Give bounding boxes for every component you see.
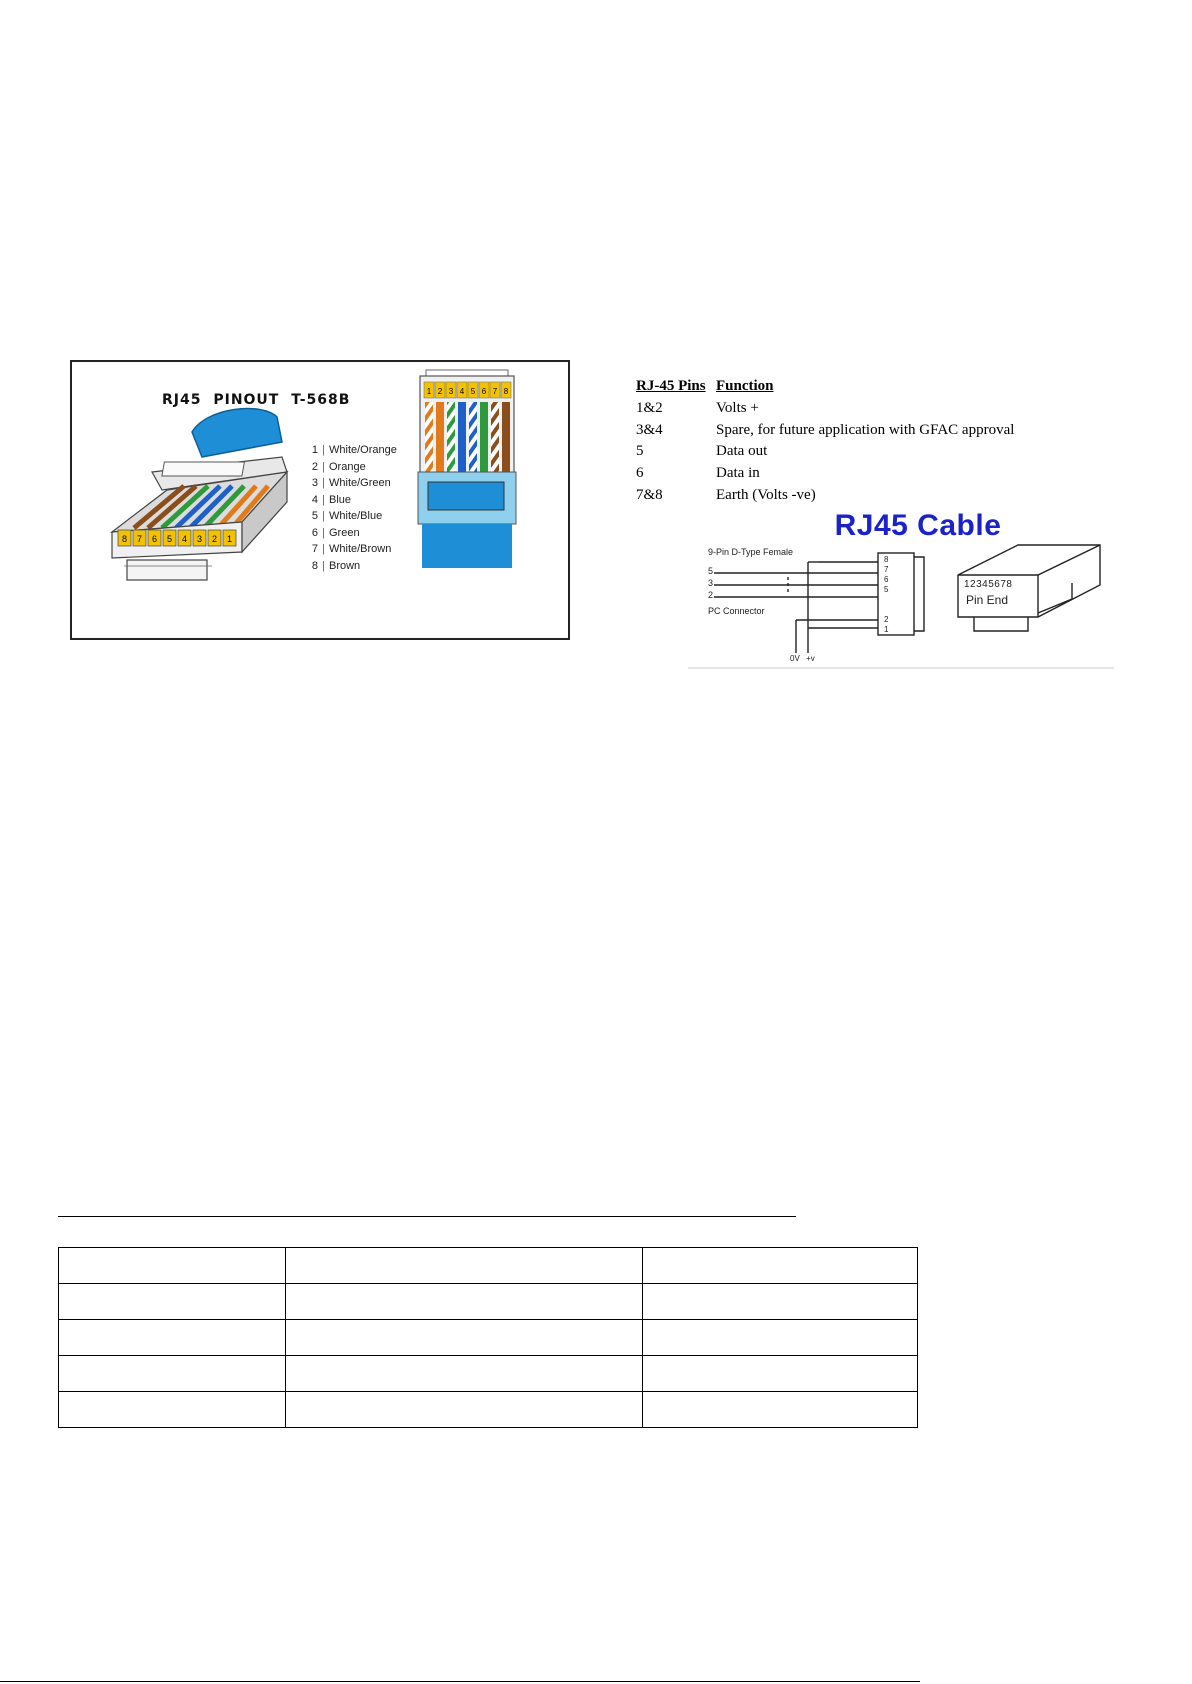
cable-wiring-schematic — [688, 505, 1114, 669]
pin-end-label: Pin End — [966, 593, 1009, 607]
cable-diagram-title: RJ45 Cable — [834, 509, 1002, 542]
connector-pin-label: 3 — [196, 534, 203, 544]
plug-wire — [480, 402, 488, 474]
rj45-pin-numbers — [884, 555, 888, 635]
pin-wire-color: White/Green — [329, 477, 391, 489]
function-column-header: Function — [716, 378, 774, 394]
pin-number: 6 — [311, 526, 318, 539]
pin-function-table — [636, 376, 1036, 507]
function-cell: Data in — [716, 465, 760, 482]
plug-pin-label: 8 — [503, 387, 509, 396]
plug-wire — [502, 402, 510, 474]
connector-pin-label: 5 — [166, 534, 173, 544]
table-row — [59, 1248, 918, 1284]
dtype-pin-numbers — [708, 565, 713, 601]
pin-separator: | — [322, 477, 325, 489]
power-labels — [790, 654, 815, 663]
dtype-pin-number: 5 — [708, 566, 714, 576]
table-cell[interactable] — [643, 1248, 918, 1284]
pin-pair-cell: 7&8 — [636, 486, 663, 503]
table-cell[interactable] — [285, 1320, 643, 1356]
plug-wire — [447, 402, 455, 474]
plug-top-view — [418, 370, 516, 568]
dtype-pin-number: 3 — [708, 578, 714, 588]
table-cell[interactable] — [643, 1356, 918, 1392]
plug-pin-label: 4 — [459, 387, 465, 396]
connector-pin-label: 6 — [151, 534, 158, 544]
table-cell[interactable] — [285, 1392, 643, 1428]
table-row — [59, 1284, 918, 1320]
function-cell: Volts + — [716, 399, 759, 416]
pin-number: 1 — [311, 444, 318, 456]
pinout-title: RJ45 PINOUT T-568B — [162, 392, 351, 408]
table-cell[interactable] — [59, 1320, 286, 1356]
plug-pin-label: 1 — [426, 387, 432, 396]
pin-wire-color: White/Orange — [329, 444, 397, 456]
plug-pin-label: 5 — [470, 387, 476, 396]
pin-pair-cell: 5 — [636, 443, 644, 460]
pin-pair-cell: 3&4 — [636, 421, 663, 438]
function-cell: Data out — [716, 443, 768, 460]
pin-separator: | — [322, 559, 325, 572]
pin-list-item — [308, 558, 397, 575]
pin-separator: | — [322, 493, 325, 506]
pin-list-item — [308, 525, 397, 542]
table-cell[interactable] — [643, 1284, 918, 1320]
table-cell[interactable] — [285, 1284, 643, 1320]
pc-connector-label: PC Connector — [708, 606, 765, 616]
pin-number: 5 — [311, 510, 318, 522]
connector-pin-label: 1 — [226, 534, 233, 544]
connector-pin-label: 8 — [121, 534, 128, 544]
rj45-cable-diagram — [688, 505, 1114, 669]
pin-separator: | — [322, 460, 325, 473]
pin-list-item — [308, 508, 397, 525]
page-footer-line — [0, 1681, 920, 1682]
pin-list-item — [308, 492, 397, 509]
rj45-pin-number: 5 — [884, 585, 889, 594]
pin-list-item — [308, 442, 397, 459]
plug-wire — [458, 402, 466, 474]
pin-separator: | — [322, 543, 325, 555]
rj45-pin-number: 6 — [884, 575, 889, 584]
pin-number: 4 — [311, 493, 318, 506]
table-row — [59, 1392, 918, 1428]
table-cell[interactable] — [59, 1248, 286, 1284]
pin-number: 3 — [311, 477, 318, 489]
pin-separator: | — [322, 510, 325, 522]
function-cell: Spare, for future application with GFAC approval — [716, 421, 1015, 438]
pin-number: 2 — [311, 460, 318, 473]
pin-pair-cell: 1&2 — [636, 399, 663, 416]
function-table-row — [636, 420, 1036, 442]
function-table-row — [636, 463, 1036, 485]
plug-pin-label: 7 — [492, 387, 498, 396]
plug-pin-label: 3 — [448, 387, 454, 396]
function-table-row — [636, 441, 1036, 463]
table-cell[interactable] — [59, 1356, 286, 1392]
connector-perspective-drawing — [112, 409, 287, 580]
table-cell[interactable] — [59, 1284, 286, 1320]
pin-color-list — [308, 442, 397, 574]
connector-pin-label: 2 — [211, 534, 218, 544]
pin-list-item — [308, 475, 397, 492]
table-cell[interactable] — [285, 1248, 643, 1284]
pin-wire-color: Brown — [329, 559, 361, 572]
pin-wire-color: White/Brown — [329, 543, 392, 555]
plus-volt-label: +v — [806, 654, 815, 663]
function-table-row — [636, 485, 1036, 507]
pin-number: 7 — [311, 543, 318, 555]
pin-pair-cell: 6 — [636, 465, 644, 482]
connector-pin-label: 4 — [181, 534, 188, 544]
plug-pin-label: 6 — [481, 387, 487, 396]
table-cell[interactable] — [643, 1392, 918, 1428]
pin-separator: | — [322, 444, 325, 456]
table-row — [59, 1320, 918, 1356]
pins-column-header: RJ-45 Pins — [636, 378, 706, 394]
plug-pin-label: 2 — [437, 387, 443, 396]
plug-pin-numbers: 12345678 — [964, 579, 1013, 590]
function-table-header — [636, 376, 1036, 398]
rj45-pin-number: 1 — [884, 625, 889, 634]
dtype-connector-label: 9-Pin D-Type Female — [708, 547, 794, 557]
function-table-row — [636, 398, 1036, 420]
plug-wire — [425, 402, 433, 474]
rj45-pin-number: 7 — [884, 565, 889, 574]
pin-list-item — [308, 459, 397, 476]
rj45-pin-number: 8 — [884, 555, 889, 564]
pin-number: 8 — [311, 559, 318, 572]
zero-volt-label: 0V — [790, 654, 800, 663]
table-row — [59, 1356, 918, 1392]
pin-list-item — [308, 541, 397, 558]
table-cell[interactable] — [285, 1356, 643, 1392]
table-cell[interactable] — [643, 1320, 918, 1356]
function-cell: Earth (Volts -ve) — [716, 486, 816, 503]
section-divider — [58, 1216, 796, 1217]
empty-table — [58, 1247, 918, 1428]
plug-wire — [469, 402, 477, 474]
pin-wire-color: Blue — [329, 493, 352, 506]
rj45-pin-number: 2 — [884, 615, 889, 624]
dtype-pin-number: 2 — [708, 590, 714, 600]
pin-separator: | — [322, 526, 325, 539]
table-cell[interactable] — [59, 1392, 286, 1428]
pin-wire-color: Orange — [329, 460, 366, 473]
pin-wire-color: White/Blue — [329, 510, 383, 522]
connector-pin-label: 7 — [136, 534, 143, 544]
plug-wire — [436, 402, 444, 474]
pin-wire-color: Green — [329, 526, 360, 539]
rj45-pinout-figure — [70, 360, 570, 640]
plug-wire — [491, 402, 499, 474]
